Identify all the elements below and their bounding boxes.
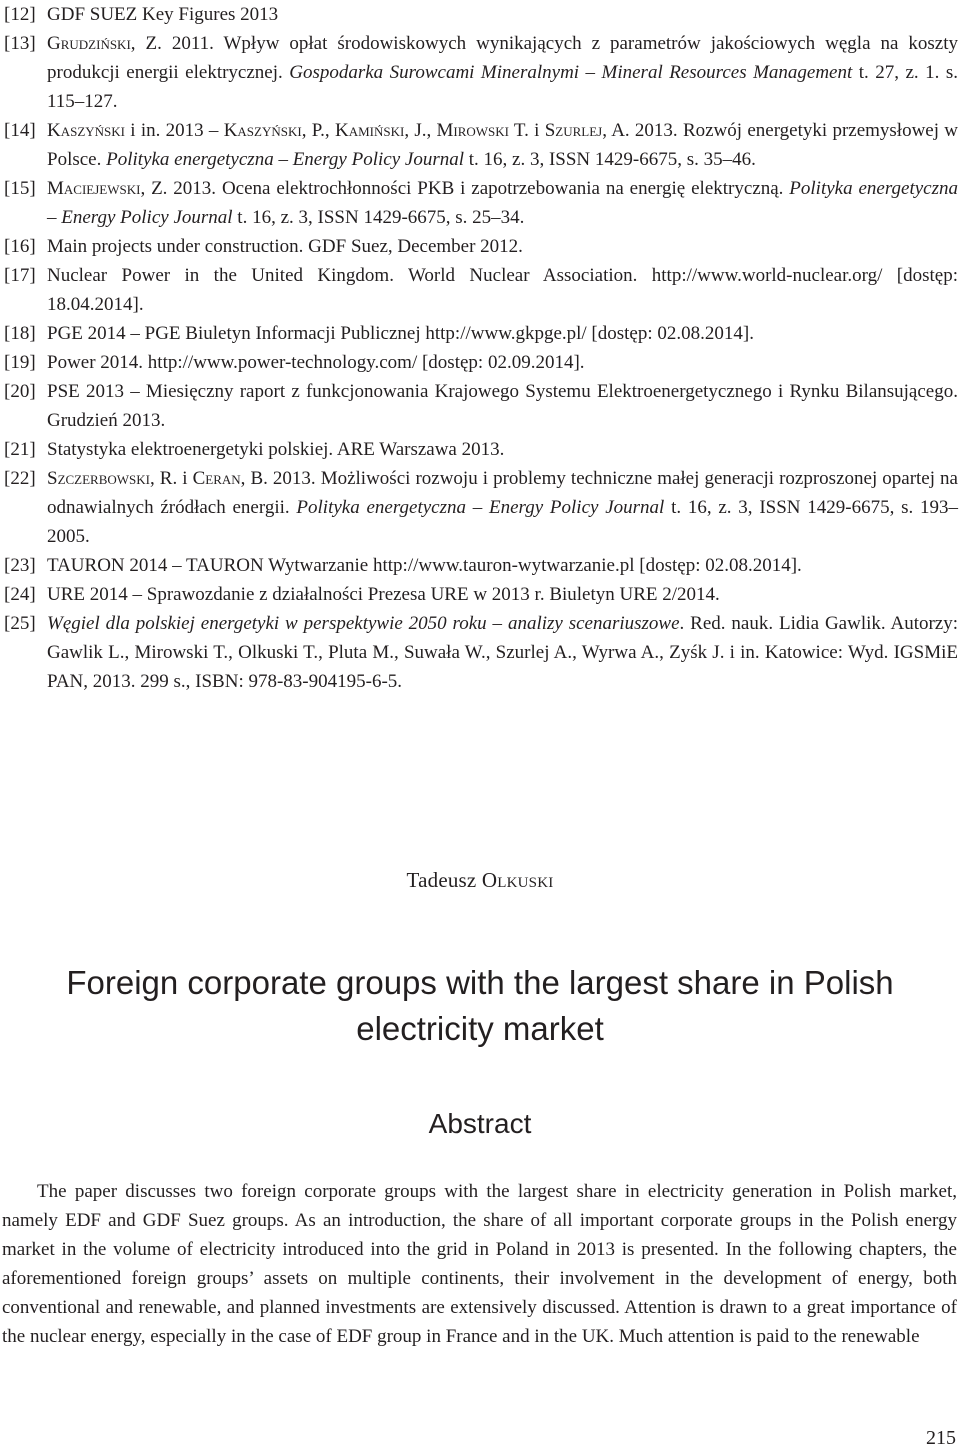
author-name: [0, 868, 960, 893]
reference-source-title: Polityka energetyczna – Energy Policy Journal: [47, 178, 958, 228]
reference-list: [4, 0, 958, 696]
reference-text: [47, 464, 958, 551]
paper-title: Foreign corporate groups with the largest share in Polish electricity market: [66, 964, 894, 1047]
reference-fragment: PGE 2014 – PGE Biuletyn Informacji Publicznej http://www.gkpge.pl/ [dostęp: 02.08.2014].: [47, 323, 754, 344]
reference-item: [4, 580, 958, 609]
reference-number: [13]: [4, 33, 36, 54]
reference-item: [4, 116, 958, 174]
reference-fragment: Power 2014. http://www.power-technology.com/ [dostęp: 02.09.2014].: [47, 352, 585, 373]
reference-text: [47, 29, 958, 116]
author-last-name: Olkuski: [481, 868, 554, 892]
reference-number: [25]: [4, 613, 36, 634]
reference-number: [17]: [4, 265, 36, 286]
reference-text: [47, 116, 958, 174]
reference-item: [4, 232, 958, 261]
reference-fragment: GDF SUEZ Key Figures 2013: [47, 4, 279, 25]
reference-fragment: Main projects under construction. GDF Suez, December 2012.: [47, 236, 523, 257]
reference-number: [19]: [4, 352, 36, 373]
reference-item: [4, 609, 958, 696]
reference-item: [4, 0, 958, 29]
reference-fragment: URE 2014 – Sprawozdanie z działalności Prezesa URE w 2013 r. Biuletyn URE 2/2014.: [47, 584, 720, 605]
reference-fragment: Statystyka elektroenergetyki polskiej. ARE Warszawa 2013.: [47, 439, 505, 460]
abstract-heading: Abstract: [428, 1108, 532, 1139]
reference-source-title: Gospodarka Surowcami Mineralnymi – Mineral Resources Management: [289, 62, 853, 83]
reference-text: [47, 609, 958, 696]
reference-item: [4, 261, 958, 319]
reference-fragment: Nuclear Power in the United Kingdom. World Nuclear Association. http://www.world-nuclear.org/ [dostęp: 18.04.2014].: [47, 265, 958, 315]
reference-item: [4, 464, 958, 551]
reference-fragment: t. 27, z. 1. s. 115–127.: [47, 62, 958, 112]
reference-text: [47, 261, 958, 319]
reference-item: [4, 377, 958, 435]
reference-fragment: TAURON 2014 – TAURON Wytwarzanie http://www.tauron-wytwarzanie.pl [dostęp: 02.08.2014].: [47, 555, 802, 576]
reference-author: Grudziński: [47, 33, 131, 54]
reference-number: [20]: [4, 381, 36, 402]
reference-fragment: . Red. nauk. Lidia Gawlik. Autorzy: Gawlik L., Mirowski T., Olkuski T., Pluta M., Suwała W., Szurlej A., Wyrwa A., Zyśk J. i in. Katowice: Wyd. IGSMiE PAN, 2013. 299 s., ISBN: 978-83-904195-6-5.: [47, 613, 959, 692]
reference-fragment: t. 16, z. 3, ISSN 1429-6675, s. 35–46.: [464, 149, 756, 170]
reference-text: [47, 174, 958, 232]
reference-text: [47, 551, 958, 580]
reference-fragment: PSE 2013 – Miesięczny raport z funkcjonowania Krajowego Systemu Elektroenergetycznego i Rynku Bilansującego. Grudzień 2013.: [47, 381, 958, 431]
reference-author: Maciejewski: [47, 178, 141, 199]
reference-fragment: , Z. 2011. Wpływ opłat środowiskowych wynikających z parametrów jakościowych węgla na koszty produkcji energii elektrycznej.: [47, 33, 958, 83]
page-number: 215: [926, 1427, 956, 1449]
reference-number: [14]: [4, 120, 36, 141]
reference-number: [23]: [4, 555, 36, 576]
reference-fragment: i in. 2013 –: [125, 120, 224, 141]
reference-number: [16]: [4, 236, 36, 257]
reference-item: [4, 174, 958, 232]
reference-fragment: , Z. 2013. Ocena elektrochłonności PKB i zapotrzebowania na energię elektryczną.: [140, 178, 790, 199]
reference-fragment: , P.,: [301, 120, 335, 141]
reference-author: Szczerbowski: [47, 468, 151, 489]
reference-author: Ceran: [192, 468, 241, 489]
reference-item: [4, 319, 958, 348]
reference-fragment: , R. i: [150, 468, 193, 489]
reference-author: Kamiński: [334, 120, 405, 141]
reference-text: [47, 232, 958, 261]
reference-item: [4, 29, 958, 116]
reference-fragment: , A. 2013. Rozwój energetyki przemysłowej w Polsce.: [47, 120, 959, 170]
reference-number: [21]: [4, 439, 36, 460]
reference-author: Kaszyński: [47, 120, 126, 141]
reference-fragment: t. 16, z. 3, ISSN 1429-6675, s. 193–2005.: [47, 497, 958, 547]
reference-number: [18]: [4, 323, 36, 344]
reference-author: Mirowski: [436, 120, 509, 141]
reference-text: [47, 435, 958, 464]
reference-fragment: t. 16, z. 3, ISSN 1429-6675, s. 25–34.: [232, 207, 525, 228]
reference-item: [4, 348, 958, 377]
reference-text: [47, 0, 958, 29]
reference-number: [24]: [4, 584, 36, 605]
reference-fragment: T. i: [509, 120, 545, 141]
reference-number: [22]: [4, 468, 36, 489]
reference-fragment: , B. 2013. Możliwości rozwoju i problemy techniczne małej generacji rozproszonej opartej na odnawialnych źródłach energii.: [47, 468, 958, 518]
reference-text: [47, 377, 958, 435]
author-first-name: Tadeusz: [406, 868, 482, 892]
abstract-text: The paper discusses two foreign corporate groups with the largest share in electricity generation in Polish market, namely EDF and GDF Suez groups. As an introduction, the share of all important corporate groups in the Polish energy market in the volume of electricity introduced into the grid in Poland in 2013 is presented. In the following chapters, the aforementioned foreign groups’ assets on multiple continents, their involvement in the development of energy, both conventional and renewable, and planned investments are extensively discussed. Attention is drawn to a great importance of the nuclear energy, especially in the case of EDF group in France and in the UK. Much attention is paid to the renewable: [2, 1181, 957, 1347]
reference-item: [4, 551, 958, 580]
reference-text: [47, 319, 958, 348]
reference-item: [4, 435, 958, 464]
reference-fragment: , J.,: [404, 120, 437, 141]
reference-source-title: Węgiel dla polskiej energetyki w perspektywie 2050 roku – analizy scenariuszowe: [47, 613, 680, 634]
reference-number: [15]: [4, 178, 36, 199]
reference-number: [12]: [4, 4, 36, 25]
reference-author: Kaszyński: [223, 120, 302, 141]
reference-text: [47, 580, 958, 609]
reference-author: Szurlej: [544, 120, 603, 141]
reference-text: [47, 348, 958, 377]
reference-source-title: Polityka energetyczna – Energy Policy Journal: [106, 149, 464, 170]
reference-source-title: Polityka energetyczna – Energy Policy Journal: [296, 497, 665, 518]
